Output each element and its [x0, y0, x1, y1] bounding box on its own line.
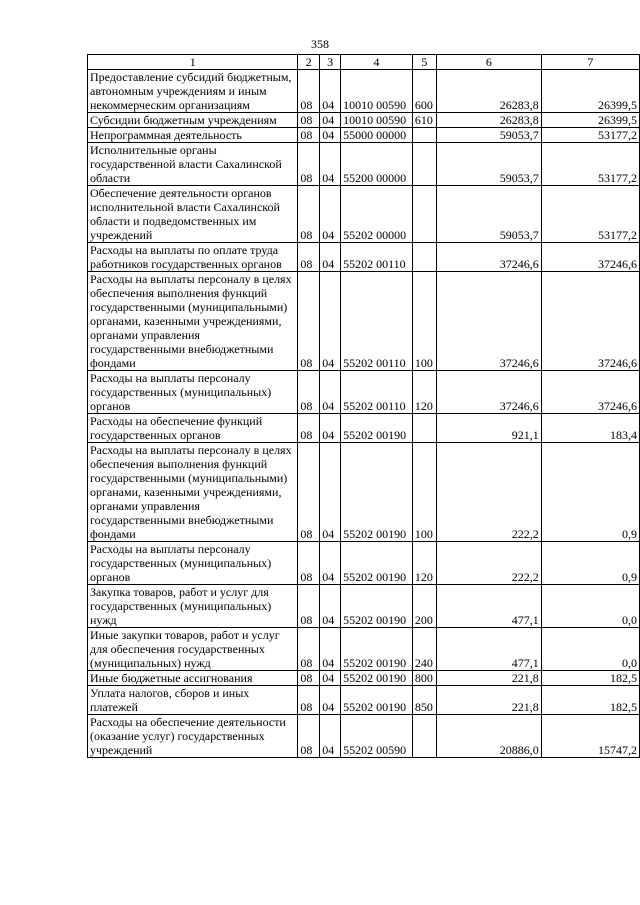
amount-year-2: 15747,2: [541, 715, 639, 758]
section-code: 08: [298, 186, 320, 243]
section-code: 08: [298, 128, 320, 143]
amount-year-1: 477,1: [436, 628, 541, 671]
column-header: 4: [341, 55, 413, 70]
amount-year-1: 477,1: [436, 585, 541, 628]
expense-type-code: 850: [412, 686, 436, 715]
amount-year-1: 921,1: [436, 414, 541, 443]
subsection-code: 04: [320, 443, 341, 542]
amount-year-1: 26283,8: [436, 70, 541, 113]
expense-name: Предоставление субсидий бюджетным, автономным учреждениям и иным некоммерческим организациям: [88, 70, 298, 113]
amount-year-2: 182,5: [541, 671, 639, 686]
expense-name: Непрограммная деятельность: [88, 128, 298, 143]
subsection-code: 04: [320, 371, 341, 414]
table-row: [88, 70, 640, 113]
section-code: 08: [298, 70, 320, 113]
column-header: 7: [541, 55, 639, 70]
target-article-code: 55202 00190: [341, 542, 413, 585]
table-row: [88, 113, 640, 128]
expense-type-code: 610: [412, 113, 436, 128]
table-row: [88, 371, 640, 414]
section-code: 08: [298, 414, 320, 443]
target-article-code: 55202 00110: [341, 272, 413, 371]
amount-year-1: 20886,0: [436, 715, 541, 758]
section-code: 08: [298, 113, 320, 128]
table-row: [88, 243, 640, 272]
subsection-code: 04: [320, 628, 341, 671]
section-code: 08: [298, 272, 320, 371]
target-article-code: 10010 00590: [341, 70, 413, 113]
subsection-code: 04: [320, 128, 341, 143]
amount-year-1: 222,2: [436, 542, 541, 585]
target-article-code: 10010 00590: [341, 113, 413, 128]
section-code: 08: [298, 628, 320, 671]
subsection-code: 04: [320, 585, 341, 628]
expense-type-code: 240: [412, 628, 436, 671]
expense-type-code: [412, 186, 436, 243]
amount-year-2: 183,4: [541, 414, 639, 443]
table-row: [88, 542, 640, 585]
column-header: 2: [298, 55, 320, 70]
table-row: [88, 686, 640, 715]
target-article-code: 55202 00190: [341, 671, 413, 686]
amount-year-1: 37246,6: [436, 272, 541, 371]
header-row: [88, 55, 640, 70]
amount-year-2: 37246,6: [541, 371, 639, 414]
expense-type-code: [412, 243, 436, 272]
amount-year-2: 0,9: [541, 443, 639, 542]
amount-year-2: 26399,5: [541, 70, 639, 113]
amount-year-1: 37246,6: [436, 371, 541, 414]
section-code: 08: [298, 371, 320, 414]
subsection-code: 04: [320, 715, 341, 758]
target-article-code: 55202 00190: [341, 414, 413, 443]
amount-year-2: 0,0: [541, 585, 639, 628]
amount-year-2: 182,5: [541, 686, 639, 715]
amount-year-1: 221,8: [436, 686, 541, 715]
expense-name: Расходы на выплаты персоналу в целях обеспечения выполнения функций государственными (муниципальными) органами, казенными учреждениями, органами управления государственными внебюджетными фондами: [88, 443, 298, 542]
subsection-code: 04: [320, 686, 341, 715]
amount-year-1: 59053,7: [436, 186, 541, 243]
subsection-code: 04: [320, 243, 341, 272]
amount-year-1: 37246,6: [436, 243, 541, 272]
table-row: [88, 272, 640, 371]
expense-type-code: 100: [412, 443, 436, 542]
target-article-code: 55000 00000: [341, 128, 413, 143]
target-article-code: 55202 00000: [341, 186, 413, 243]
section-code: 08: [298, 443, 320, 542]
subsection-code: 04: [320, 414, 341, 443]
expense-type-code: [412, 143, 436, 186]
expense-type-code: 600: [412, 70, 436, 113]
expense-name: Расходы на обеспечение функций государственных органов: [88, 414, 298, 443]
table-row: [88, 585, 640, 628]
target-article-code: 55202 00590: [341, 715, 413, 758]
expense-type-code: 100: [412, 272, 436, 371]
target-article-code: 55202 00110: [341, 243, 413, 272]
section-code: 08: [298, 686, 320, 715]
amount-year-1: 221,8: [436, 671, 541, 686]
section-code: 08: [298, 243, 320, 272]
expense-type-code: 120: [412, 371, 436, 414]
expense-name: Расходы на выплаты персоналу государственных (муниципальных) органов: [88, 371, 298, 414]
section-code: 08: [298, 585, 320, 628]
expense-type-code: 800: [412, 671, 436, 686]
expense-name: Иные закупки товаров, работ и услуг для обеспечения государственных (муниципальных) нужд: [88, 628, 298, 671]
budget-table: [87, 54, 640, 758]
target-article-code: 55202 00190: [341, 585, 413, 628]
amount-year-2: 26399,5: [541, 113, 639, 128]
subsection-code: 04: [320, 272, 341, 371]
expense-name: Расходы на выплаты персоналу государственных (муниципальных) органов: [88, 542, 298, 585]
amount-year-2: 37246,6: [541, 243, 639, 272]
amount-year-2: 37246,6: [541, 272, 639, 371]
section-code: 08: [298, 542, 320, 585]
section-code: 08: [298, 671, 320, 686]
expense-type-code: [412, 128, 436, 143]
expense-name: Расходы на выплаты персоналу в целях обеспечения выполнения функций государственными (муниципальными) органами, казенными учреждениями, органами управления государственными внебюджетными фондами: [88, 272, 298, 371]
subsection-code: 04: [320, 113, 341, 128]
target-article-code: 55202 00190: [341, 628, 413, 671]
expense-name: Иные бюджетные ассигнования: [88, 671, 298, 686]
expense-name: Обеспечение деятельности органов исполнительной власти Сахалинской области и подведомственных им учреждений: [88, 186, 298, 243]
column-header: 6: [436, 55, 541, 70]
section-code: 08: [298, 715, 320, 758]
amount-year-2: 53177,2: [541, 186, 639, 243]
table-row: [88, 414, 640, 443]
amount-year-2: 53177,2: [541, 143, 639, 186]
expense-type-code: 120: [412, 542, 436, 585]
amount-year-1: 59053,7: [436, 143, 541, 186]
subsection-code: 04: [320, 186, 341, 243]
target-article-code: 55202 00190: [341, 443, 413, 542]
page-number: 358: [311, 37, 329, 51]
expense-name: Уплата налогов, сборов и иных платежей: [88, 686, 298, 715]
expense-type-code: [412, 715, 436, 758]
subsection-code: 04: [320, 70, 341, 113]
subsection-code: 04: [320, 542, 341, 585]
amount-year-1: 59053,7: [436, 128, 541, 143]
expense-name: Субсидии бюджетным учреждениям: [88, 113, 298, 128]
section-code: 08: [298, 143, 320, 186]
amount-year-2: 0,9: [541, 542, 639, 585]
table-row: [88, 628, 640, 671]
target-article-code: 55200 00000: [341, 143, 413, 186]
table-row: [88, 186, 640, 243]
table-row: [88, 128, 640, 143]
amount-year-1: 26283,8: [436, 113, 541, 128]
target-article-code: 55202 00110: [341, 371, 413, 414]
expense-name: Закупка товаров, работ и услуг для государственных (муниципальных) нужд: [88, 585, 298, 628]
amount-year-2: 53177,2: [541, 128, 639, 143]
table-row: [88, 443, 640, 542]
expense-name: Расходы на выплаты по оплате труда работников государственных органов: [88, 243, 298, 272]
column-header: 3: [320, 55, 341, 70]
expense-type-code: [412, 414, 436, 443]
target-article-code: 55202 00190: [341, 686, 413, 715]
expense-name: Расходы на обеспечение деятельности (оказание услуг) государственных учреждений: [88, 715, 298, 758]
expense-name: Исполнительные органы государственной власти Сахалинской области: [88, 143, 298, 186]
subsection-code: 04: [320, 671, 341, 686]
amount-year-2: 0,0: [541, 628, 639, 671]
column-header: 1: [88, 55, 298, 70]
subsection-code: 04: [320, 143, 341, 186]
table-row: [88, 143, 640, 186]
table-row: [88, 715, 640, 758]
amount-year-1: 222,2: [436, 443, 541, 542]
table-row: [88, 671, 640, 686]
expense-type-code: 200: [412, 585, 436, 628]
column-header: 5: [412, 55, 436, 70]
